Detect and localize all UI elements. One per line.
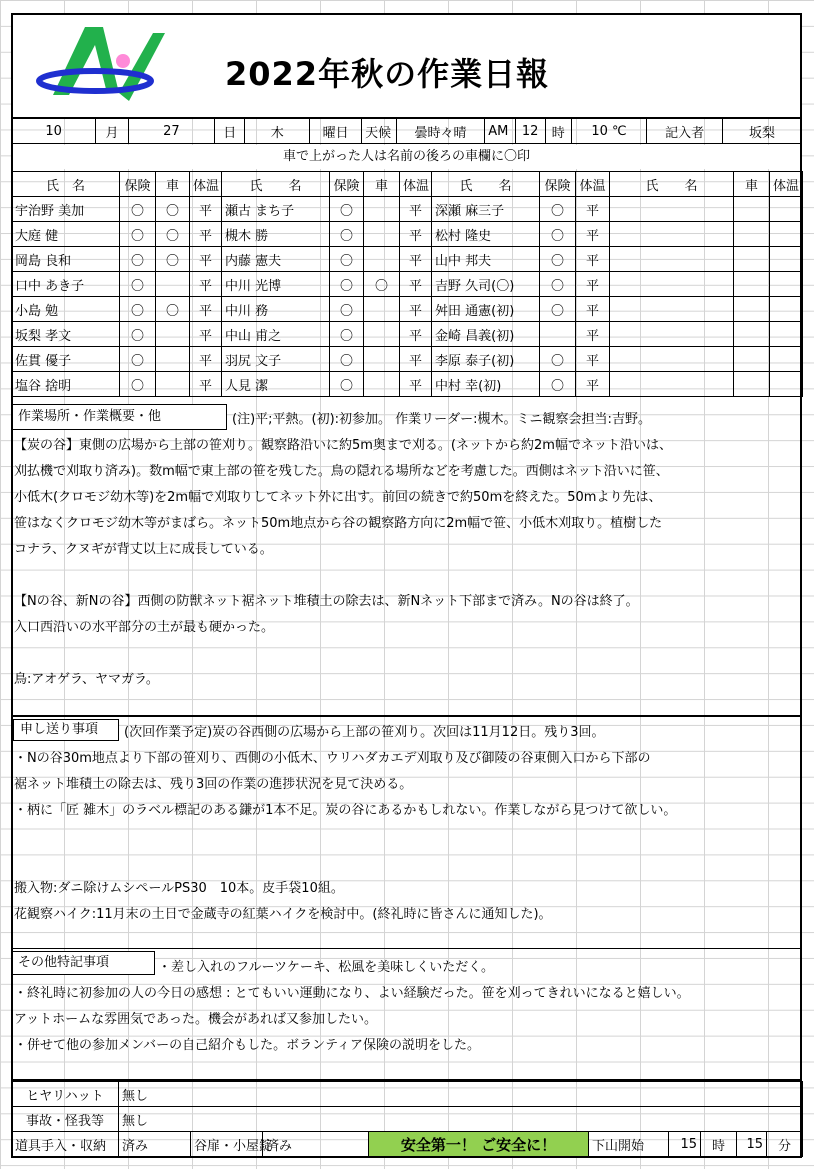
text-line: 入口西沿いの水平部分の土が最も硬かった。	[14, 620, 275, 635]
roster-header-cell: 保険	[540, 172, 576, 197]
member-name-cell[interactable]: 中村 幸(初)	[432, 372, 540, 397]
roster-header-cell: 保険	[330, 172, 364, 197]
member-name-cell[interactable]: 中山 甫之	[222, 322, 330, 347]
roster-mark-cell[interactable]: 〇	[120, 372, 156, 397]
member-name-cell[interactable]: 岡島 良和	[12, 247, 120, 272]
roster-mark-cell[interactable]: 〇	[120, 197, 156, 222]
roster-header-cell: 車	[364, 172, 400, 197]
member-name-cell[interactable]: 口中 あき子	[12, 272, 120, 297]
member-name-cell[interactable]: 小島 勉	[12, 297, 120, 322]
roster-mark-cell[interactable]: 〇	[330, 322, 364, 347]
text-line: ・Nの谷30m地点より下部の笹刈り、西側の小低木、ウリハダカエデ刈取り及び御陵の谷東側入口から下部の	[14, 751, 651, 766]
text-line: 【Nの谷、新Nの谷】西側の防獣ネット裾ネット堆積土の除去は、新Nネット下部まで済み。Nの谷は終了。	[14, 594, 639, 609]
text-line: ・終礼時に初参加の人の今日の感想 : とてもいい運動になり、よい経験だった。笹を刈ってきれいになると嬉しい。	[14, 986, 690, 1001]
roster-mark-cell[interactable]: 平	[576, 272, 610, 297]
tools-label: 道具手入・収納	[12, 1132, 119, 1157]
roster-mark-cell[interactable]: 平	[576, 247, 610, 272]
roster-mark-cell[interactable]: 平	[576, 322, 610, 347]
roster-header-cell: 氏 名	[12, 172, 120, 197]
roster-mark-cell[interactable]: 〇	[330, 247, 364, 272]
accident-label: 事故・怪我等	[12, 1107, 119, 1132]
text-line: 鳥:アオゲラ、ヤマガラ。	[14, 672, 159, 687]
month-unit: 月	[96, 119, 128, 144]
descent-label: 下山開始	[589, 1132, 669, 1157]
report-frame	[11, 118, 802, 1158]
tools-value[interactable]: 済み	[119, 1132, 191, 1157]
member-name-cell[interactable]: 羽尻 文子	[222, 347, 330, 372]
member-name-cell[interactable]: 人見 潔	[222, 372, 330, 397]
roster-mark-cell[interactable]: 平	[400, 272, 432, 297]
text-line: 笹はなくクロモジ幼木等がまばら。ネット50m地点から谷の観察路方向に2m幅で笹、小低木刈取り。植樹した	[14, 516, 663, 531]
weather-label: 天候	[362, 119, 397, 144]
roster-mark-cell[interactable]: 〇	[120, 297, 156, 322]
other-label: その他特記事項	[11, 951, 155, 975]
descent-minute[interactable]: 15	[737, 1132, 767, 1157]
member-name-cell[interactable]: 塩谷 捨明	[12, 372, 120, 397]
text-line: 花観察ハイク:11月末の土日で金蔵寺の紅葉ハイクを検討中。(終礼時に皆さんに通知した)。	[14, 907, 552, 922]
roster-mark-cell[interactable]: 平	[190, 347, 222, 372]
work-note: (注)平;平熱。(初):初参加。 作業リーダー:槻木。ミニ観察会担当:吉野。	[232, 412, 651, 427]
roster-header-cell: 氏 名	[222, 172, 330, 197]
roster-mark-cell[interactable]: 平	[400, 297, 432, 322]
roster-mark-cell[interactable]: 〇	[330, 347, 364, 372]
roster-mark-cell[interactable]: 〇	[540, 347, 576, 372]
roster-header-cell: 保険	[120, 172, 156, 197]
text-line: 【炭の谷】東側の広場から上部の笹刈り。観察路沿いに約5m奥まで刈る。(ネットから約2m幅でネット沿いは、	[14, 438, 672, 453]
text-line: 小低木(クロモジ幼木等)を2m幅で刈取りしてネット外に出す。前回の続きで約50mを終えた。50mより先は、	[14, 490, 662, 505]
roster-mark-cell[interactable]: 平	[190, 247, 222, 272]
roster-mark-cell[interactable]: 〇	[120, 222, 156, 247]
temperature-value[interactable]: 10 ℃	[571, 119, 647, 144]
roster-mark-cell[interactable]: 〇	[540, 272, 576, 297]
roster-mark-cell[interactable]: 平	[190, 272, 222, 297]
member-name-cell[interactable]: 佐貫 優子	[12, 347, 120, 372]
work-label: 作業場所・作業概要・他	[11, 404, 227, 430]
text-line: コナラ、クヌギが背丈以上に成長している。	[14, 542, 273, 557]
month-value[interactable]: 10	[12, 119, 96, 144]
roster-header-cell: 車	[734, 172, 770, 197]
descent-minute-unit: 分	[767, 1132, 803, 1157]
roster-header-cell: 氏 名	[432, 172, 540, 197]
roster-mark-cell[interactable]: 〇	[156, 197, 190, 222]
roster-mark-cell[interactable]: 平	[400, 222, 432, 247]
roster-mark-cell[interactable]: 〇	[120, 247, 156, 272]
page-title: 2022年秋の作業日報	[225, 55, 550, 93]
roster-mark-cell[interactable]: 〇	[330, 372, 364, 397]
roster-mark-cell[interactable]: 平	[190, 372, 222, 397]
member-name-cell[interactable]: 大庭 健	[12, 222, 120, 247]
roster-header-cell: 氏 名	[610, 172, 734, 197]
member-name-cell[interactable]: 舛田 通憲(初)	[432, 297, 540, 322]
member-name-cell[interactable]: 坂梨 孝文	[12, 322, 120, 347]
member-name-cell[interactable]: 中川 務	[222, 297, 330, 322]
roster-header-cell: 車	[156, 172, 190, 197]
weekday-value[interactable]: 木	[245, 119, 310, 144]
roster-mark-cell[interactable]: 〇	[120, 347, 156, 372]
roster-header-cell: 体温	[576, 172, 610, 197]
car-note: 車で上がった人は名前の後ろの車欄に〇印	[11, 145, 802, 169]
descent-hour[interactable]: 15	[669, 1132, 701, 1157]
member-name-cell[interactable]: 宇治野 美加	[12, 197, 120, 222]
roster-header-cell: 体温	[400, 172, 432, 197]
safety-banner: 安全第一！ ご安全に！	[369, 1132, 589, 1157]
roster-mark-cell[interactable]: 〇	[156, 297, 190, 322]
roster-mark-cell[interactable]: 〇	[330, 272, 364, 297]
roster-mark-cell[interactable]: 平	[400, 322, 432, 347]
member-name-cell[interactable]: 内藤 憲夫	[222, 247, 330, 272]
member-name-cell[interactable]: 吉野 久司(〇)	[432, 272, 540, 297]
roster-mark-cell[interactable]: 〇	[120, 322, 156, 347]
roster-mark-cell[interactable]: 平	[576, 197, 610, 222]
other-note: ・差し入れのフルーツケーキ、松風を美味しくいただく。	[158, 960, 495, 975]
organization-logo	[33, 23, 173, 113]
member-name-cell[interactable]: 山中 邦夫	[432, 247, 540, 272]
hour-unit: 時	[545, 119, 571, 144]
hiyari-label: ヒヤリハット	[12, 1082, 119, 1107]
ampm-value[interactable]: AM	[485, 119, 515, 144]
roster-header-cell: 体温	[770, 172, 803, 197]
member-name-cell[interactable]: 金崎 昌義(初)	[432, 322, 540, 347]
roster-mark-cell[interactable]: 平	[190, 222, 222, 247]
roster-mark-cell[interactable]: 〇	[540, 222, 576, 247]
roster-mark-cell[interactable]: 平	[400, 197, 432, 222]
descent-hour-unit: 時	[701, 1132, 737, 1157]
roster-mark-cell[interactable]: 〇	[120, 272, 156, 297]
roster-mark-cell[interactable]: 〇	[156, 222, 190, 247]
roster-mark-cell[interactable]: 平	[400, 247, 432, 272]
hiyari-value[interactable]: 無し	[119, 1082, 803, 1107]
member-name-cell[interactable]: 瀬古 まち子	[222, 197, 330, 222]
text-line: 搬入物:ダニ除けムシペールPS30 10本。皮手袋10組。	[14, 881, 344, 896]
recorder-label: 記入者	[647, 119, 723, 144]
member-name-cell[interactable]: 深瀬 麻三子	[432, 197, 540, 222]
door-label: 谷扉・小屋錠	[191, 1132, 263, 1157]
text-line: ・併せて他の参加メンバーの自己紹介もした。ボランティア保険の説明をした。	[14, 1038, 481, 1053]
accident-value[interactable]: 無し	[119, 1107, 803, 1132]
roster-mark-cell[interactable]: 平	[190, 297, 222, 322]
roster-mark-cell[interactable]: 平	[576, 222, 610, 247]
roster-mark-cell[interactable]: 〇	[540, 247, 576, 272]
report-header	[11, 13, 802, 118]
roster-mark-cell[interactable]: 平	[400, 372, 432, 397]
door-value[interactable]: 済み	[263, 1132, 369, 1157]
recorder-value[interactable]: 坂梨	[722, 119, 801, 144]
member-name-cell[interactable]: 松村 隆史	[432, 222, 540, 247]
roster-mark-cell[interactable]: 平	[400, 347, 432, 372]
weather-value[interactable]: 曇時々晴	[396, 119, 485, 144]
roster-mark-cell[interactable]: 〇	[330, 197, 364, 222]
roster-mark-cell[interactable]: 平	[576, 372, 610, 397]
day-value[interactable]: 27	[128, 119, 214, 144]
hour-value[interactable]: 12	[515, 119, 545, 144]
roster-header-cell: 体温	[190, 172, 222, 197]
roster-mark-cell[interactable]: 〇	[540, 372, 576, 397]
roster-mark-cell[interactable]: 〇	[364, 272, 400, 297]
text-line: アットホームな雰囲気であった。機会があれば又参加したい。	[14, 1012, 377, 1027]
roster-mark-cell[interactable]: 〇	[330, 297, 364, 322]
roster-mark-cell[interactable]: 平	[576, 297, 610, 322]
roster-mark-cell[interactable]: 平	[576, 347, 610, 372]
weekday-unit: 曜日	[310, 119, 362, 144]
roster-mark-cell[interactable]: 〇	[540, 197, 576, 222]
handover-label: 申し送り事項	[13, 719, 119, 741]
roster-mark-cell[interactable]: 〇	[540, 297, 576, 322]
member-name-cell[interactable]: 槻木 勝	[222, 222, 330, 247]
day-unit: 日	[215, 119, 245, 144]
roster-mark-cell[interactable]: 〇	[156, 247, 190, 272]
text-line: 刈払機で刈取り済み)。数m幅で東上部の笹を残した。鳥の隠れる場所などを考慮した。西側はネット沿いに笹、	[14, 464, 669, 479]
member-name-cell[interactable]: 李原 泰子(初)	[432, 347, 540, 372]
member-name-cell[interactable]: 中川 光博	[222, 272, 330, 297]
roster-mark-cell[interactable]: 〇	[330, 222, 364, 247]
roster-mark-cell[interactable]: 平	[190, 322, 222, 347]
text-line: 裾ネット堆積土の除去は、残り3回の作業の進捗状況を見て決める。	[14, 777, 413, 792]
roster-mark-cell[interactable]: 平	[190, 197, 222, 222]
handover-note: (次回作業予定)炭の谷西側の広場から上部の笹刈り。次回は11月12日。残り3回。	[124, 725, 605, 740]
text-line: ・柄に「匠 雑木」のラベル標記のある鎌が1本不足。炭の谷にあるかもしれない。作業しながら見つけて欲しい。	[14, 803, 677, 818]
